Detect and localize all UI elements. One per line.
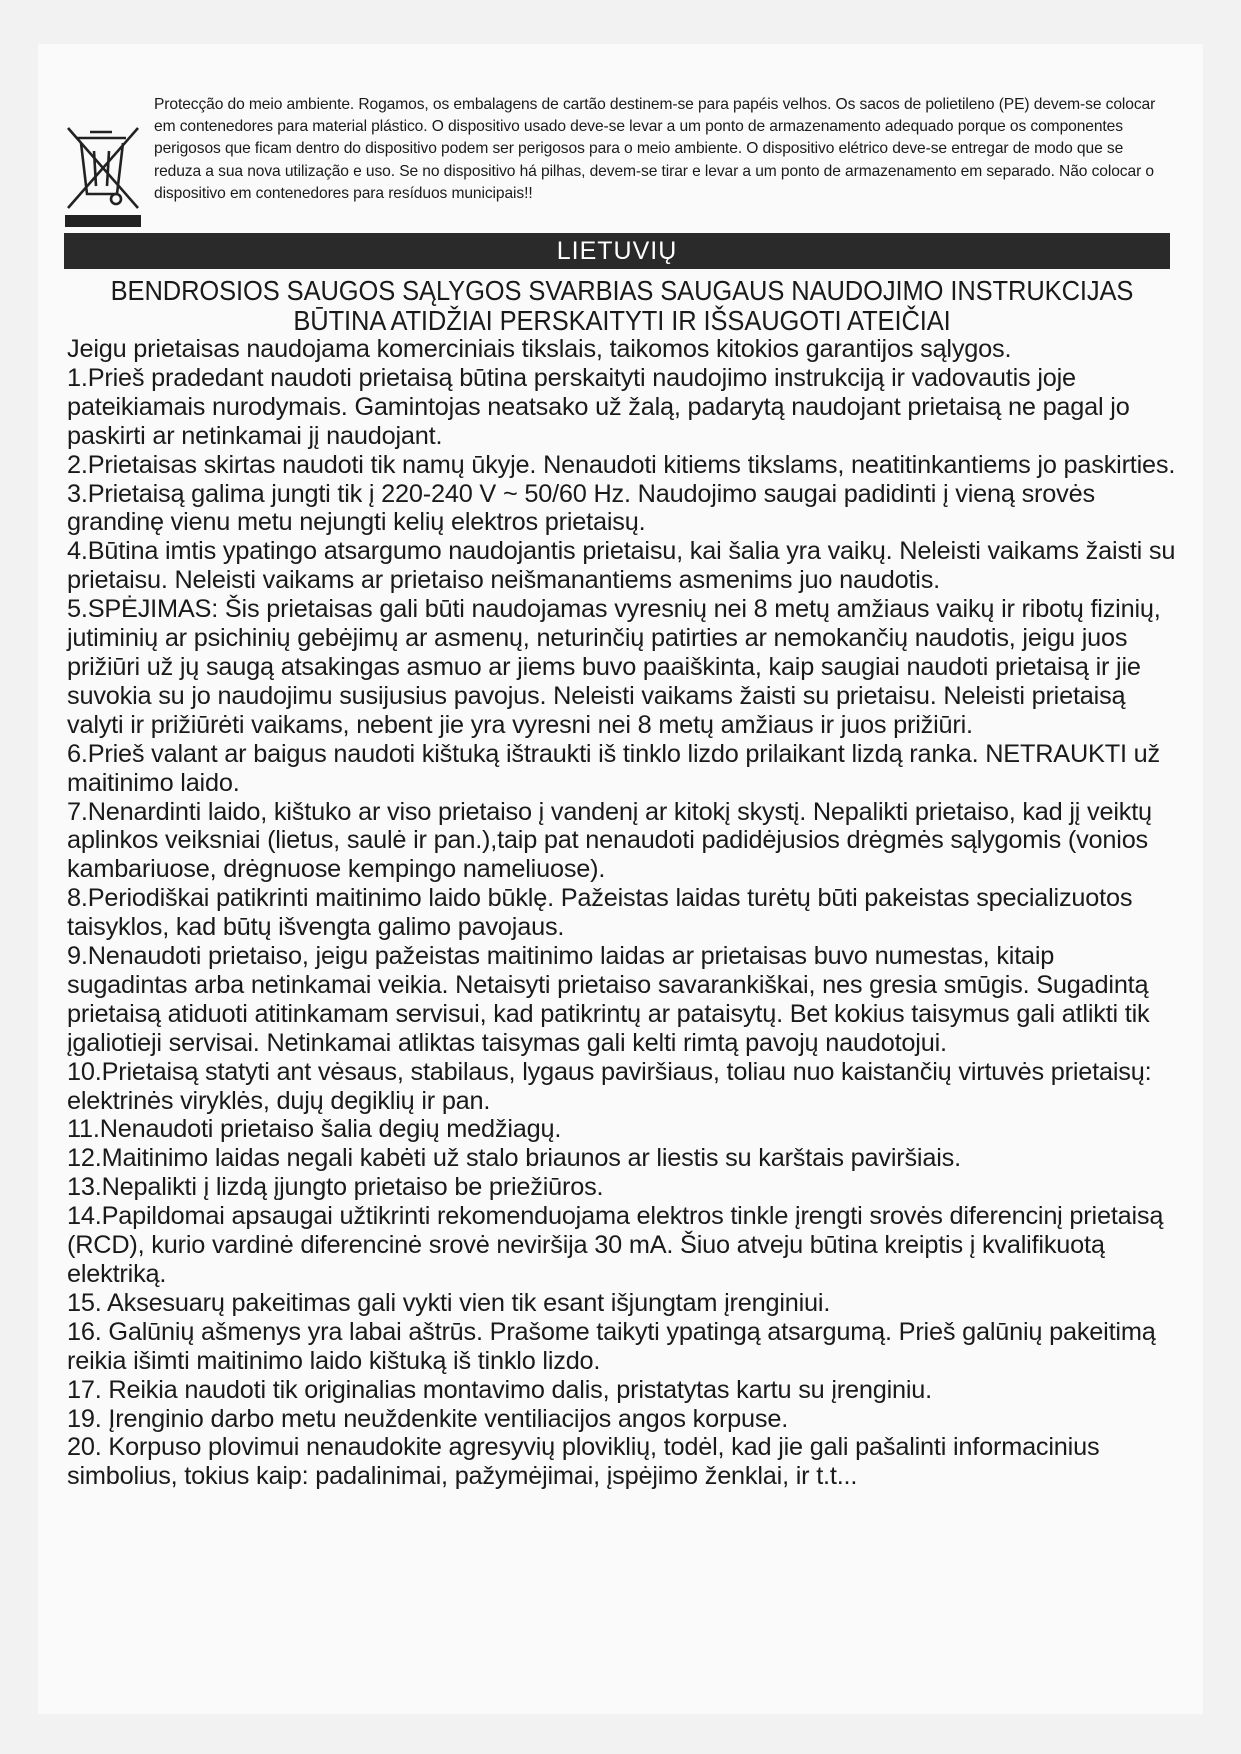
instruction-paragraph: 15. Aksesuarų pakeitimas gali vykti vien tik esant išjungtam įrenginiui. [67,1288,831,1317]
instruction-paragraph: 19. Įrenginio darbo metu neuždenkite ventiliacijos angos korpuse. [67,1404,789,1433]
instruction-paragraph: 7.Nenardinti laido, kištuko ar viso prietaiso į vandenį ar kitokį skystį. Nepalikti prietaiso, kad jį veiktų aplinkos veiksniai (lietus, saulė ir pan.),taip pat nenaudoti padidėjusios drėgmės sąlygomis (vonios kambariuose, drėgnuose kempingo nameliuose). [67,797,1152,884]
instruction-paragraph: 20. Korpuso plovimui nenaudokite agresyvių ploviklių, todėl, kad jie gali pašalinti informacinius simbolius, tokius kaip: padalinimai, pažymėjimai, įspėjimo ženklai, ir t.t... [67,1433,1100,1491]
instruction-paragraph: 3.Prietaisą galima jungti tik į 220-240 V ~ 50/60 Hz. Naudojimo saugai padidinti į vieną srovės grandinę vienu metu nejungti kelių elektros prietaisų. [67,479,1095,537]
language-bar: LIETUVIŲ [64,233,1170,269]
instruction-paragraph: 16. Galūnių ašmenys yra labai aštrūs. Prašome taikyti ypatingą atsargumą. Prieš galūnių pakeitimą reikia išimti maitinimo laido kištuką iš tinklo lizdo. [67,1317,1156,1375]
instruction-paragraph: 1.Prieš pradedant naudoti prietaisą būtina perskaityti naudojimo instrukciją ir vadovautis joje pateikiamais nurodymais. Gamintojas neatsako už žalą, padarytą naudojant prietaisą ne pagal jo paskirti ar netinkamai jį naudojant. [67,363,1130,450]
crossed-out-wheelie-bin-icon [62,118,144,230]
instruction-paragraph: 5.SPĖJIMAS: Šis prietaisas gali būti naudojamas vyresnių nei 8 metų amžiaus vaikų ir ribotų fizinių, jutiminių ar psichinių gebėjimų ar asmenų, neturinčių patirties ar nemokančių naudotis, jeigu juos prižiūri už jų saugą atsakingas asmuo ar jiems buvo paaiškinta, kaip saugiai naudoti prietaisą ir jie suvokia su jo naudojimu susijusius pavojus. Neleisti vaikams žaisti su prietaisu. Neleisti prietaisą valyti ir prižiūrėti vaikams, nebent jie yra vyresni nei 8 metų amžiaus ir juos prižiūri. [67,595,1161,739]
instruction-paragraph: 11.Nenaudoti prietaiso šalia degių medžiagų. [67,1115,562,1144]
safety-heading [67,276,1177,336]
heading-line-1: BENDROSIOS SAUGOS SĄLYGOS SVARBIAS SAUGAUS NAUDOJIMO INSTRUKCIJAS [110,276,1134,307]
instruction-paragraph: 6.Prieš valant ar baigus naudoti kištuką ištraukti iš tinklo lizdo prilaikant lizdą ranka. NETRAUKTI už maitinimo laido. [67,739,1160,797]
instruction-paragraph: 17. Reikia naudoti tik originalias montavimo dalis, pristatytas kartu su įrenginiu. [67,1375,932,1404]
instruction-paragraph: 12.Maitinimo laidas negali kabėti už stalo briaunos ar liestis su karštais paviršiais. [67,1144,961,1173]
instruction-paragraph: 10.Prietaisą statyti ant vėsaus, stabilaus, lygaus paviršiaus, toliau nuo kaistančių virtuvės prietaisų: elektrinės viryklės, dujų degiklių ir pan. [67,1057,1152,1115]
instruction-list [67,335,1177,1491]
environment-text: Protecção do meio ambiente. Rogamos, os embalagens de cartão destinem-se para papéis velhos. Os sacos de polietileno (PE) devem-se colocar em contenedores para material plástico. O dispositivo usado deve-se levar a um ponto de armazenamento adequado porque os componentes perigosos que ficam dentro do dispositivo podem ser perigosos para o meio ambiente. O dispositivo elétrico deve-se entregar de modo que se reduza a sua nova utilização e uso. Se no dispositivo há pilhas, devem-se tirar e levar a um ponto de armazenamento em separado. Não colocar o dispositivo em contenedores para resíduos municipais!! [154,96,1156,202]
instruction-paragraph: 14.Papildomai apsaugai užtikrinti rekomenduojama elektros tinkle įrengti srovės diferencinį prietaisą (RCD), kurio vardinė diferencinė srovė neviršija 30 mA. Šiuo atveju būtina kreiptis į kvalifikuotą elektriką. [67,1202,1164,1288]
instruction-paragraph: 9.Nenaudoti prietaiso, jeigu pažeistas maitinimo laidas ar prietaisas buvo numestas, kitaip sugadintas arba netinkamai veikia. Netaisyti prietaiso savarankiškai, nes gresia smūgis. Sugadintą prietaisą atiduoti atitinkamam servisui, kad patikrintų ar pataisytų. Bet kokius taisymus gali atlikti tik įgaliotieji servisai. Netinkamai atliktas taisymas gali kelti rimtą pavojų naudotojui. [67,942,1150,1057]
heading-line-2: BŪTINA ATIDŽIAI PERSKAITYTI IR IŠSAUGOTI ATEIČIAI [293,306,951,337]
instruction-paragraph: Jeigu prietaisas naudojama komerciniais tikslais, taikomos kitokios garantijos sąlygos. [67,335,1012,363]
instruction-paragraph: 2.Prietaisas skirtas naudoti tik namų ūkyje. Nenaudoti kitiems tikslams, neatitinkantiems jo paskirties. [67,450,1176,479]
instruction-paragraph: 13.Nepalikti į lizdą įjungto prietaiso be priežiūros. [67,1173,604,1202]
safety-instructions [67,276,1177,1491]
instruction-paragraph: 4.Būtina imtis ypatingo atsargumo naudojantis prietaisu, kai šalia yra vaikų. Neleisti vaikams žaisti su prietaisu. Neleisti vaikams ar prietaiso neišmanantiems asmenims juo naudotis. [67,537,1176,595]
environment-notice [62,94,1172,205]
instruction-paragraph: 8.Periodiškai patikrinti maitinimo laido būklę. Pažeistas laidas turėtų būti pakeistas specializuotos taisyklos, kad būtų išvengta galimo pavojaus. [67,884,1133,942]
